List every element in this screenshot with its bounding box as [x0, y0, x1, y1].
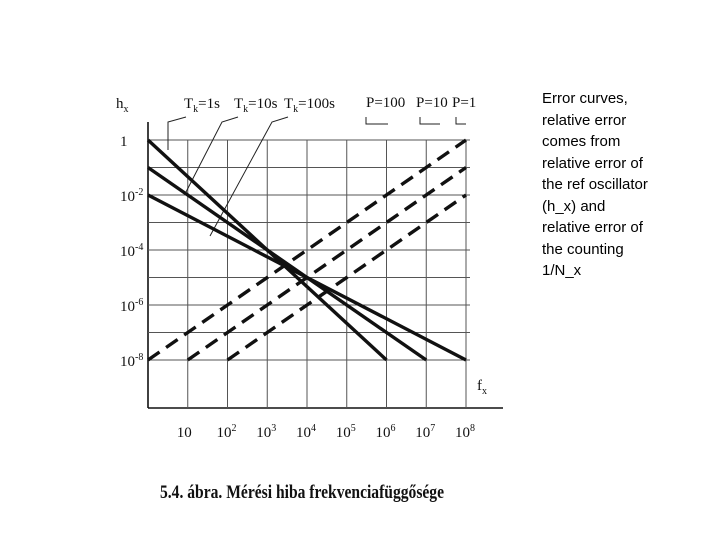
series-label-leader — [168, 117, 186, 150]
y-tick-label: $10^{-6}$ — [120, 297, 144, 315]
series-label-leader — [420, 117, 440, 124]
x-tick-label: $10^7$ — [415, 423, 436, 441]
note-line: comes from — [542, 133, 621, 150]
series-line — [188, 168, 466, 361]
series-label-leader — [456, 117, 466, 124]
series-label-leaders — [168, 117, 466, 236]
y-axis-label: $h_x$ — [116, 96, 129, 115]
series-label-leader — [366, 117, 388, 124]
y-tick-label: $10^{-4}$ — [120, 242, 144, 260]
note-line: relative error — [542, 111, 627, 129]
y-tick-label: $10^{-2}$ — [120, 187, 144, 205]
figure-caption: 5.4. ábra. Mérési hiba frekvenciafüggősége — [160, 482, 445, 503]
y-tick-label: $10^{-8}$ — [120, 352, 144, 370]
x-tick-label: $10^2$ — [216, 423, 237, 441]
x-tick-label: $10^4$ — [296, 423, 316, 441]
x-tick-labels — [177, 423, 475, 441]
series-label: P=10 — [416, 95, 448, 111]
x-tick-label: $10^6$ — [375, 423, 396, 441]
series-label: P=1 — [452, 95, 477, 111]
series-label: $T_k=100s$ — [284, 96, 335, 115]
series-labels — [184, 95, 476, 115]
series-label: $T_k=10s$ — [234, 96, 278, 115]
x-tick-label: $10^8$ — [455, 423, 475, 441]
note-line: the counting — [542, 240, 624, 258]
x-tick-label: $10^3$ — [256, 423, 277, 441]
note-line: relative error of — [542, 154, 643, 172]
series-label: $T_k=1s$ — [184, 96, 220, 115]
x-tick-label: $10^5$ — [335, 423, 356, 441]
x-tick-label: 10 — [176, 425, 192, 441]
series-label: P=100 — [366, 95, 406, 111]
note-line: the ref oscillator — [542, 176, 648, 193]
y-tick-labels — [120, 134, 143, 370]
axis-labels — [116, 96, 487, 397]
x-axis-label: $f_x$ — [477, 378, 487, 397]
note-line: Error curves, — [542, 90, 628, 107]
note-line: relative error of — [542, 219, 643, 236]
explanation-note — [542, 88, 692, 282]
grid-lines — [148, 140, 470, 408]
note-line: (h_x) and — [542, 197, 606, 215]
y-tick-label: 1 — [120, 134, 128, 150]
note-line: 1/N_x — [542, 262, 582, 279]
